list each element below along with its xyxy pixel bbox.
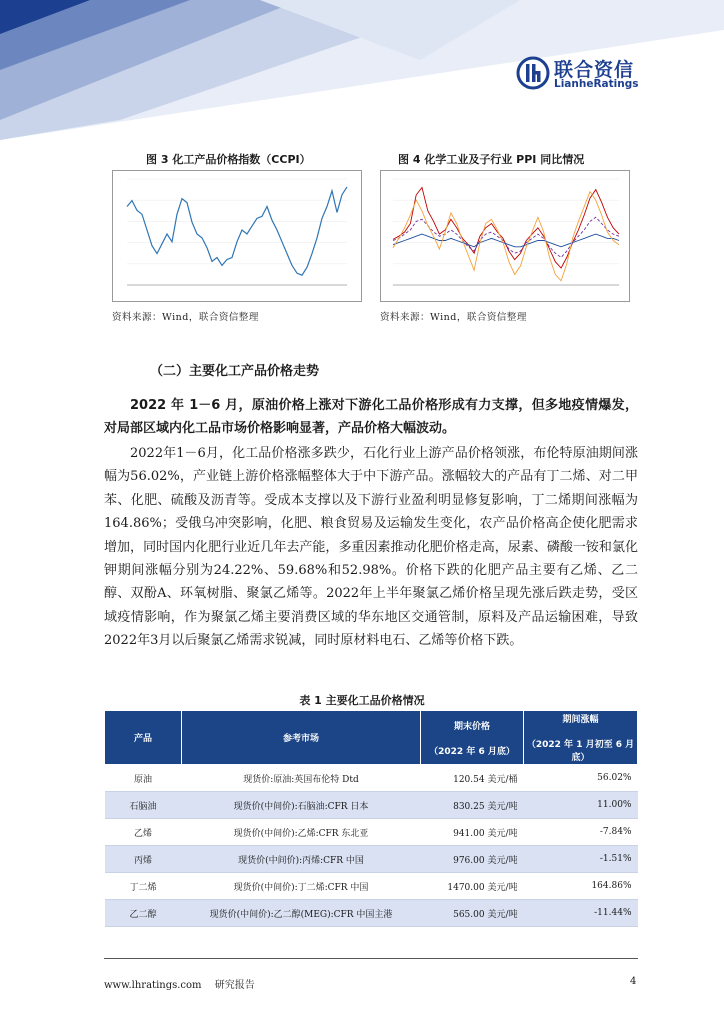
cell-price: 1470.00 美元/吨 (421, 873, 524, 900)
section-lead: 2022 年 1－6 月，原油价格上涨对下游化工品价格形成有力支撑，但多地疫情爆发，对局部区域内化工品市场价格影响显著，产品价格大幅波动。 (104, 398, 638, 436)
header-change (524, 711, 638, 765)
brand-name-cn: 联合资信 (554, 59, 635, 81)
figure4-chart (380, 170, 630, 302)
cell-market: 现货价(中间价):乙二醇(MEG):CFR 中国主港 (182, 900, 421, 927)
cell-market: 现货价(中间价):石脑油:CFR 日本 (182, 792, 421, 819)
table-row (105, 792, 638, 819)
cell-change: -1.51% (524, 846, 638, 873)
brand-name-en: LianheRatings (554, 78, 639, 90)
cell-product: 原油 (105, 765, 182, 792)
cell-price: 976.00 美元/吨 (421, 846, 524, 873)
cell-change: -7.84% (524, 819, 638, 846)
header-product: 产品 (105, 711, 182, 765)
cell-change: -11.44% (524, 900, 638, 927)
header-change-label: 期间涨幅 (562, 715, 599, 725)
footer-label: 研究报告 (214, 980, 255, 991)
brand-logo (516, 54, 656, 94)
section-body: 2022年1－6月，化工品价格涨多跌少，石化行业上游产品价格领涨，布伦特原油期间涨幅为56.02%，产业链上游价格涨幅整体大于中下游产品。涨幅较大的产品有丁二烯、对二甲苯、化肥、硫酸及沥青等。受成本支撑以及下游行业盈利明显修复影响，丁二烯期间涨幅为164.86%；受俄乌冲突影响，化肥、粮食贸易及运输发生变化，农产品价格高企使化肥需求增加，同时国内化肥行业近几年去产能，多重因素推动化肥价格走高，尿素、磷酸一铵和氯化钾期间涨幅分别为24.22%、59.68%和52.98%。价格下跌的化肥产品主要有乙烯、乙二醇、双酚A、环氧树脂、聚氯乙烯等。2022年上半年聚氯乙烯价格呈现先涨后跌走势，受区域疫情影响，作为聚氯乙烯主要消费区域的华东地区交通管制，原料及产品运输困难，导致2022年3月以后聚氯乙烯需求锐减，同时原材料电石、乙烯等价格下跌。 (104, 446, 638, 649)
figure3-source: 资料来源：Wind，联合资信整理 (112, 312, 259, 323)
footer-divider (104, 958, 638, 959)
cell-product: 丙烯 (105, 846, 182, 873)
table-row (105, 765, 638, 792)
table-row (105, 900, 638, 927)
cell-product: 丁二烯 (105, 873, 182, 900)
cell-product: 乙二醇 (105, 900, 182, 927)
header-end-price (421, 711, 524, 765)
cell-price: 941.00 美元/吨 (421, 819, 524, 846)
table-row (105, 873, 638, 900)
figure4-title: 图 4 化学工业及子行业 PPI 同比情况 (398, 153, 585, 166)
table-title: 表 1 主要化工品价格情况 (299, 694, 425, 707)
cell-market: 现货价(中间价):丙烯:CFR 中国 (182, 846, 421, 873)
footer-left (104, 976, 255, 991)
figure4-source: 资料来源：Wind，联合资信整理 (380, 312, 527, 323)
ccpi-chart-svg (113, 171, 361, 301)
cell-product: 石脑油 (105, 792, 182, 819)
footer-site-link[interactable]: www.lhratings.com (104, 980, 202, 991)
header-end-price-label: 期末价格 (453, 721, 490, 732)
cell-market: 现货价:原油:英国布伦特 Dtd (182, 765, 421, 792)
cell-product: 乙烯 (105, 819, 182, 846)
header-market: 参考市场 (182, 711, 421, 765)
price-table (104, 710, 638, 927)
cell-change: 56.02% (524, 765, 638, 792)
series-line-1 (393, 188, 619, 269)
logo-mark-icon (516, 56, 550, 90)
section-heading: （二）主要化工产品价格走势 (150, 364, 320, 379)
header-end-price-sub: （2022 年 6 月底） (429, 746, 515, 757)
cell-market: 现货价(中间价):乙烯:CFR 东北亚 (182, 819, 421, 846)
cell-change: 11.00% (524, 792, 638, 819)
cell-price: 120.54 美元/桶 (421, 765, 524, 792)
cell-price: 830.25 美元/吨 (421, 792, 524, 819)
table-row (105, 846, 638, 873)
cell-market: 现货价(中间价):丁二烯:CFR 中国 (182, 873, 421, 900)
figure3-title: 图 3 化工产品价格指数（CCPI） (146, 153, 311, 166)
cell-change: 164.86% (524, 873, 638, 900)
page-number: 4 (630, 976, 637, 987)
cell-price: 565.00 美元/吨 (421, 900, 524, 927)
table-row (105, 819, 638, 846)
figure3-chart (112, 170, 362, 302)
header-change-sub: （2022 年 1 月初至 6 月底） (526, 740, 635, 763)
ppi-chart-svg (381, 171, 629, 301)
